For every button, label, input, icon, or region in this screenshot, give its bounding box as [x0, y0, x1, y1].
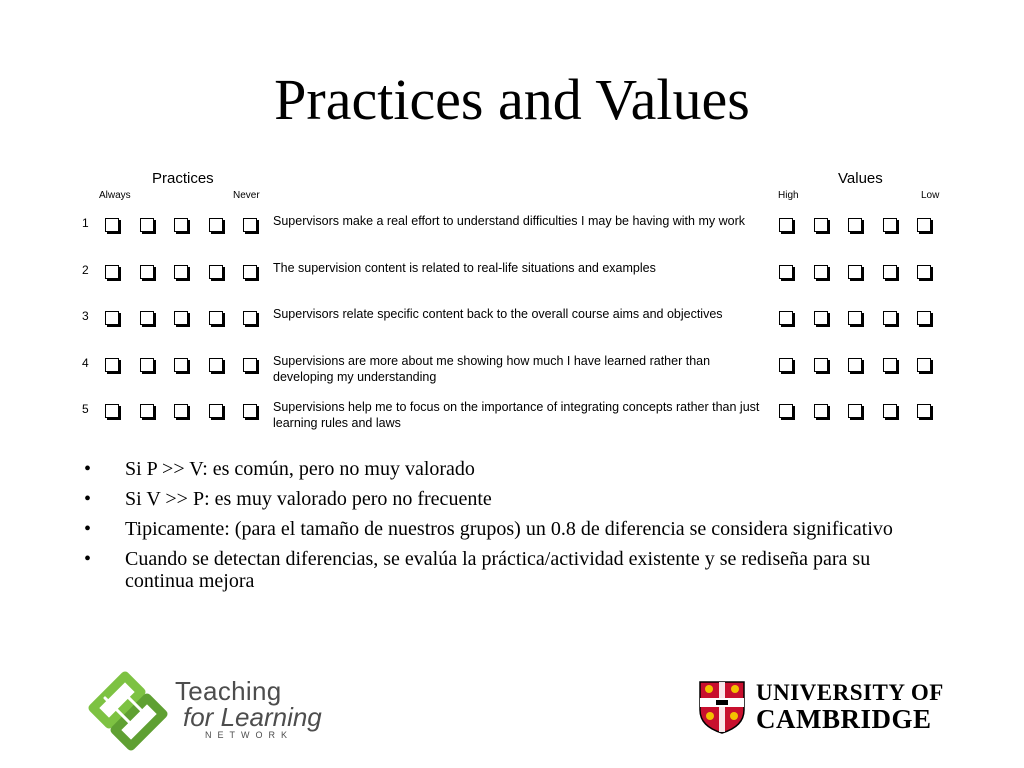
- bullet-dot-icon: •: [84, 488, 92, 510]
- checkbox-icon[interactable]: [140, 404, 154, 418]
- cambridge-logo: [698, 680, 958, 736]
- checkbox-icon[interactable]: [779, 218, 793, 232]
- checkbox-icon[interactable]: [174, 358, 188, 372]
- checkbox-icon[interactable]: [848, 404, 862, 418]
- bullet-dot-icon: •: [84, 548, 92, 570]
- checkbox-icon[interactable]: [209, 358, 223, 372]
- checkbox-icon[interactable]: [848, 311, 862, 325]
- checkbox-icon[interactable]: [174, 265, 188, 279]
- bullet-list: [84, 458, 904, 600]
- row-number: 3: [82, 309, 89, 323]
- table-row: [0, 344, 1024, 384]
- checkbox-icon[interactable]: [209, 404, 223, 418]
- checkbox-icon[interactable]: [814, 311, 828, 325]
- values-header: Values: [838, 170, 883, 187]
- practices-scale-right: Never: [233, 190, 260, 201]
- checkbox-icon[interactable]: [243, 311, 257, 325]
- tfl-logo-line1: Teaching: [175, 676, 282, 706]
- row-number: 1: [82, 216, 89, 230]
- checkbox-icon[interactable]: [917, 265, 931, 279]
- statement-text: Supervisions help me to focus on the importance of integrating concepts rather than just learning rules and laws: [273, 400, 760, 430]
- checkbox-icon[interactable]: [883, 311, 897, 325]
- bullet-item: [84, 518, 904, 540]
- checkbox-icon[interactable]: [140, 358, 154, 372]
- checkbox-icon[interactable]: [243, 358, 257, 372]
- checkbox-icon[interactable]: [848, 218, 862, 232]
- checkbox-icon[interactable]: [243, 404, 257, 418]
- table-row: [0, 297, 1024, 337]
- cambridge-logo-line1: UNIVERSITY OF: [756, 680, 944, 705]
- table-row: [0, 204, 1024, 244]
- bullet-dot-icon: •: [84, 458, 92, 480]
- bullet-item: [84, 548, 904, 592]
- checkbox-icon[interactable]: [814, 265, 828, 279]
- checkbox-icon[interactable]: [209, 265, 223, 279]
- checkbox-icon[interactable]: [779, 404, 793, 418]
- checkbox-icon[interactable]: [140, 218, 154, 232]
- checkbox-icon[interactable]: [105, 404, 119, 418]
- checkbox-icon[interactable]: [883, 218, 897, 232]
- row-number: 4: [82, 356, 89, 370]
- checkbox-icon[interactable]: [779, 311, 793, 325]
- values-scale-right: Low: [921, 190, 940, 201]
- statement-text: The supervision content is related to real-life situations and examples: [273, 261, 656, 275]
- statement-text: Supervisions are more about me showing how much I have learned rather than developing my understanding: [273, 354, 711, 384]
- checkbox-icon[interactable]: [917, 311, 931, 325]
- bullet-item: [84, 488, 904, 510]
- tfl-logo-line3: NETWORK: [205, 730, 293, 740]
- cambridge-crest-icon: [698, 680, 746, 734]
- bullet-text: Tipicamente: (para el tamaño de nuestros grupos) un 0.8 de diferencia se considera significativo: [125, 518, 893, 540]
- row-number: 2: [82, 263, 89, 277]
- checkbox-icon[interactable]: [105, 358, 119, 372]
- checkbox-icon[interactable]: [105, 311, 119, 325]
- practices-scale-left: Always: [99, 190, 131, 201]
- checkbox-icon[interactable]: [174, 311, 188, 325]
- checkbox-icon[interactable]: [814, 218, 828, 232]
- row-number: 5: [82, 402, 89, 416]
- checkbox-icon[interactable]: [243, 218, 257, 232]
- checkbox-icon[interactable]: [209, 311, 223, 325]
- tfl-mark-icon: [85, 668, 175, 752]
- checkbox-icon[interactable]: [209, 218, 223, 232]
- checkbox-icon[interactable]: [140, 311, 154, 325]
- teaching-for-learning-logo: [85, 668, 345, 752]
- cambridge-logo-line2: CAMBRIDGE: [756, 704, 932, 734]
- checkbox-icon[interactable]: [174, 218, 188, 232]
- checkbox-icon[interactable]: [848, 265, 862, 279]
- bullet-text: Si P >> V: es común, pero no muy valorado: [125, 458, 475, 480]
- bullet-text: Si V >> P: es muy valorado pero no frecuente: [125, 488, 492, 510]
- checkbox-icon[interactable]: [883, 358, 897, 372]
- checkbox-icon[interactable]: [917, 358, 931, 372]
- practices-header: Practices: [152, 170, 214, 187]
- bullet-dot-icon: •: [84, 518, 92, 540]
- table-row: [0, 390, 1024, 430]
- tfl-logo-line2: for Learning: [183, 702, 322, 732]
- checkbox-icon[interactable]: [917, 404, 931, 418]
- bullet-item: [84, 458, 904, 480]
- checkbox-icon[interactable]: [779, 358, 793, 372]
- checkbox-icon[interactable]: [814, 404, 828, 418]
- checkbox-icon[interactable]: [105, 265, 119, 279]
- checkbox-icon[interactable]: [174, 404, 188, 418]
- statement-text: Supervisors make a real effort to understand difficulties I may be having with my work: [273, 214, 745, 228]
- values-scale-left: High: [778, 190, 799, 201]
- bullet-text: Cuando se detectan diferencias, se evalúa la práctica/actividad existente y se rediseña para su continua mejora: [125, 548, 871, 592]
- checkbox-icon[interactable]: [105, 218, 119, 232]
- page-title: Practices and Values: [274, 67, 750, 132]
- table-row: [0, 251, 1024, 291]
- checkbox-icon[interactable]: [883, 265, 897, 279]
- checkbox-icon[interactable]: [779, 265, 793, 279]
- checkbox-icon[interactable]: [848, 358, 862, 372]
- checkbox-icon[interactable]: [814, 358, 828, 372]
- checkbox-icon[interactable]: [917, 218, 931, 232]
- statement-text: Supervisors relate specific content back to the overall course aims and objectives: [273, 307, 723, 321]
- checkbox-icon[interactable]: [243, 265, 257, 279]
- checkbox-icon[interactable]: [883, 404, 897, 418]
- checkbox-icon[interactable]: [140, 265, 154, 279]
